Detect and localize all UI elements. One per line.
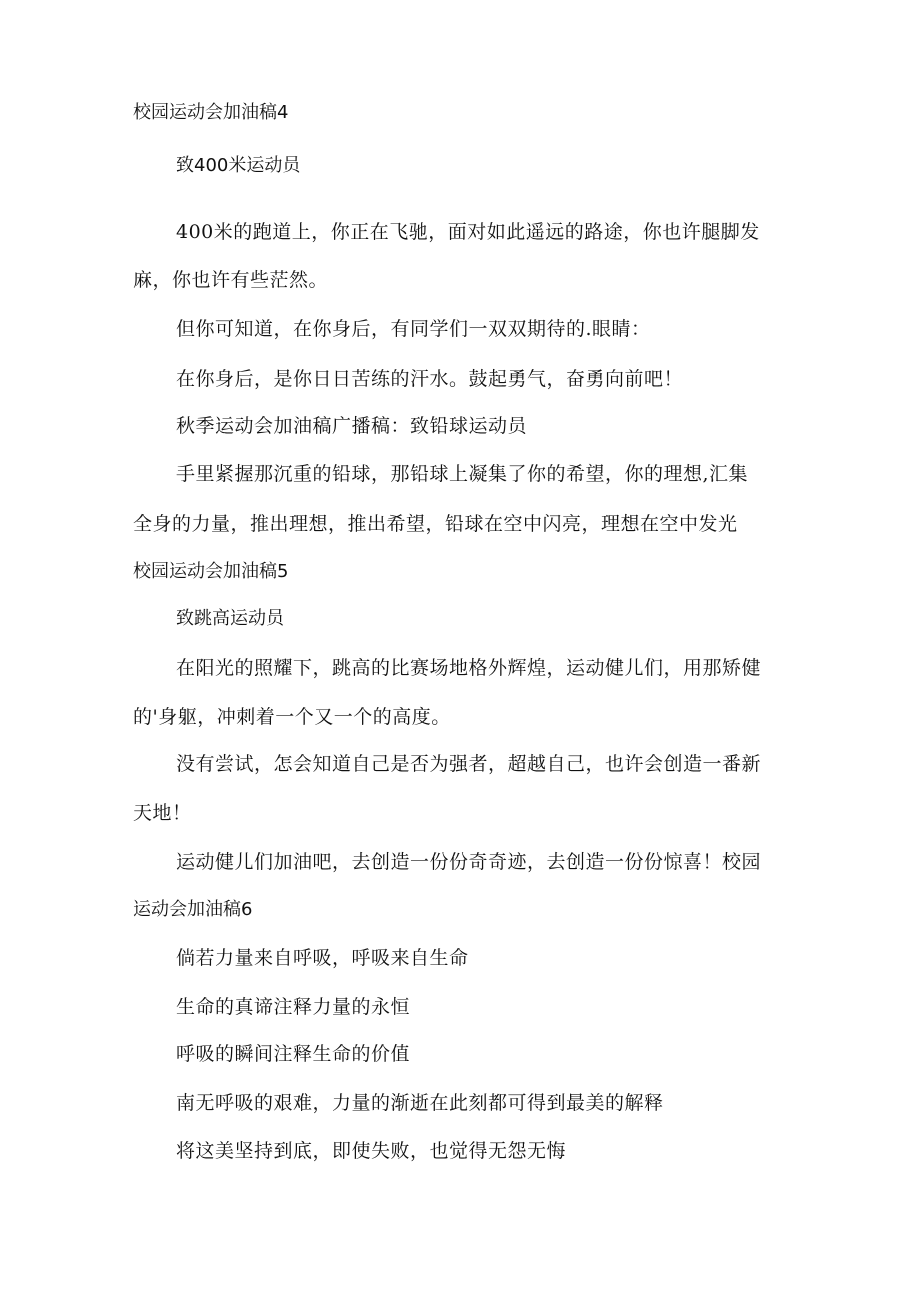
paragraph-line: 秋季运动会加油稿广播稿：致铅球运动员 [176, 415, 528, 437]
subheading-400m: 致400米运动员 [176, 155, 301, 176]
poem-line: 将这美坚持到底，即使失败，也觉得无怨无悔 [176, 1140, 567, 1162]
paragraph-line: 天地！ [133, 802, 192, 824]
paragraph-line: 运动健儿们加油吧，去创造一份份奇奇迹，去创造一份份惊喜！校园 [176, 851, 762, 873]
paragraph-line: 在你身后，是你日日苦练的汗水。鼓起勇气，奋勇向前吧！ [176, 368, 684, 390]
paragraph-line: 的'身躯，冲刺着一个又一个的高度。 [133, 706, 451, 728]
paragraph-line: 但你可知道，在你身后，有同学们一双双期待的.眼睛： [176, 318, 651, 340]
poem-line: 呼吸的瞬间注释生命的价值 [176, 1043, 411, 1065]
paragraph-line: 全身的力量，推出理想，推出希望，铅球在空中闪亮，理想在空中发光 [133, 513, 738, 535]
paragraph-line: 400米的跑道上，你正在飞驰，面对如此遥远的路途，你也许腿脚发 [176, 221, 760, 243]
poem-line: 倘若力量来自呼吸，呼吸来自生命 [176, 947, 469, 969]
paragraph-line: 手里紧握那沉重的铅球，那铅球上凝集了你的希望，你的理想,汇集 [176, 463, 749, 485]
subheading-high-jump: 致跳高运动员 [176, 608, 284, 629]
section-heading-5: 校园运动会加油稿5 [133, 561, 289, 582]
poem-line: 南无呼吸的艰难，力量的渐逝在此刻都可得到最美的解释 [176, 1092, 664, 1114]
poem-line: 生命的真谛注释力量的永恒 [176, 996, 411, 1018]
section-heading-6: 运动会加油稿6 [133, 899, 253, 920]
paragraph-line: 麻，你也许有些茫然。 [133, 269, 329, 291]
paragraph-line: 在阳光的照耀下，跳高的比赛场地格外辉煌，运动健儿们，用那矫健 [176, 657, 762, 679]
section-heading-4: 校园运动会加油稿4 [133, 102, 289, 123]
paragraph-line: 没有尝试，怎会知道自己是否为强者，超越自己，也许会创造一番新 [176, 753, 762, 775]
